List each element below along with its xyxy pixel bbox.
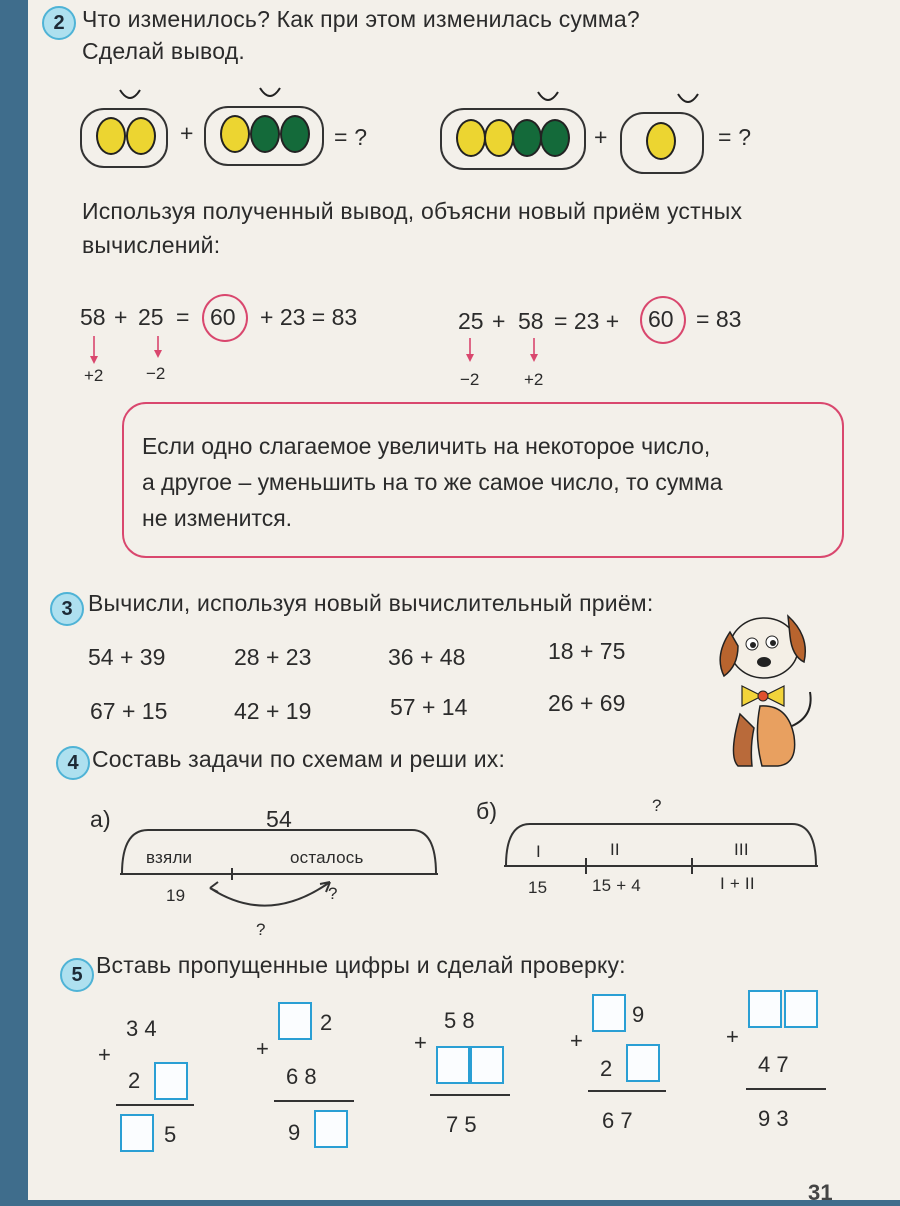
ex2-arrows	[464, 336, 554, 370]
task2-explain-line1: Используя полученный вывод, объясни новый приём устных	[82, 198, 743, 224]
task-number-2: 2	[42, 6, 76, 40]
task5-title: Вставь пропущенные цифры и сделай проверку:	[96, 952, 626, 978]
task3-expr: 67 + 15	[90, 698, 168, 724]
ex2-mark-b: +2	[524, 370, 544, 389]
scheme-b-total: ?	[652, 796, 662, 815]
sum-number: 5	[164, 1122, 177, 1147]
ex1-mark-a: +2	[84, 366, 104, 385]
scheme-a-label: а)	[90, 806, 111, 832]
scheme-b-value-3: I + II	[720, 874, 755, 893]
sum-number: 9 3	[758, 1106, 789, 1131]
missing-digit-box[interactable]	[436, 1046, 470, 1084]
missing-digit-box[interactable]	[278, 1002, 312, 1040]
green-counter	[540, 119, 570, 157]
sum-number: 9	[288, 1120, 301, 1145]
green-counter	[250, 115, 280, 153]
task2-explain-line2: вычислений:	[82, 232, 221, 258]
green-counter	[512, 119, 542, 157]
ex2-middle-value: 60	[648, 306, 674, 332]
scheme-a-right-value: ?	[328, 884, 338, 903]
sum-number: 6 7	[602, 1108, 633, 1133]
scheme-a-question: ?	[256, 920, 266, 939]
ex1-arrows	[86, 334, 176, 368]
rule-line-3: не изменится.	[142, 505, 293, 531]
plus-sign: +	[256, 1036, 269, 1061]
second-number: 2	[600, 1056, 613, 1081]
task3-expr: 57 + 14	[390, 694, 468, 720]
yellow-counter	[484, 119, 514, 157]
missing-digit-box[interactable]	[784, 990, 818, 1028]
task3-expr: 42 + 19	[234, 698, 312, 724]
scheme-a-left-label: взяли	[146, 848, 193, 867]
textbook-page	[28, 0, 900, 1205]
task4-title: Составь задачи по схемам и реши их:	[92, 746, 506, 772]
second-number: 2	[128, 1068, 141, 1093]
missing-digit-box[interactable]	[748, 990, 782, 1028]
green-counter	[280, 115, 310, 153]
plus-sign: +	[98, 1042, 111, 1067]
ex2-addend-a: 25	[458, 308, 484, 334]
task3-title: Вычисли, используя новый вычислительный приём:	[88, 590, 654, 616]
ex2-plus: +	[492, 308, 506, 334]
ex2-addend-b: 58	[518, 308, 544, 334]
missing-digit-box[interactable]	[314, 1110, 348, 1148]
top-number: 9	[632, 1002, 645, 1027]
scheme-a-right-label: осталось	[290, 848, 364, 867]
sum-line	[430, 1094, 510, 1096]
task3-expr: 28 + 23	[234, 644, 312, 670]
task3-expr: 26 + 69	[548, 690, 626, 716]
equals-question: = ?	[718, 124, 752, 150]
scheme-a-total: 54	[266, 806, 292, 832]
scheme-b-value-2: 15 + 4	[592, 876, 641, 895]
plus-sign: +	[594, 124, 608, 150]
top-number: 3 4	[126, 1016, 157, 1041]
task2-question-line1: Что изменилось? Как при этом изменилась сумма?	[82, 6, 640, 32]
page-number: 31	[808, 1180, 833, 1205]
plus-sign: +	[726, 1024, 739, 1049]
ex1-mark-b: −2	[146, 364, 166, 383]
scheme-b-diagram	[502, 820, 822, 880]
missing-digit-box[interactable]	[592, 994, 626, 1032]
yellow-counter	[126, 117, 156, 155]
scheme-b-part-1: I	[536, 842, 541, 861]
rule-line-2: а другое – уменьшить на то же самое число, то сумма	[142, 469, 723, 495]
scheme-b-label: б)	[476, 798, 498, 824]
ex1-equals: =	[176, 304, 190, 330]
missing-digit-box[interactable]	[626, 1044, 660, 1082]
task-number-4: 4	[56, 746, 90, 780]
missing-digit-box[interactable]	[470, 1046, 504, 1084]
yellow-counter	[456, 119, 486, 157]
yellow-counter	[220, 115, 250, 153]
scheme-b-part-3: III	[734, 840, 749, 859]
plus-sign: +	[570, 1028, 583, 1053]
ex2-mark-a: −2	[460, 370, 480, 389]
ex2-rest: = 83	[696, 306, 742, 332]
sum-line	[588, 1090, 666, 1092]
sum-line	[746, 1088, 826, 1090]
plus-sign: +	[180, 120, 194, 146]
missing-digit-box[interactable]	[154, 1062, 188, 1100]
rule-line-1: Если одно слагаемое увеличить на некоторое число,	[142, 433, 711, 459]
scheme-b-value-1: 15	[528, 878, 548, 897]
equals-question: = ?	[334, 124, 368, 150]
ex1-addend-a: 58	[80, 304, 106, 330]
sum-line	[116, 1104, 194, 1106]
plus-sign: +	[414, 1030, 427, 1055]
dog-illustration	[708, 596, 818, 772]
sum-number: 7 5	[446, 1112, 477, 1137]
task-number-3: 3	[50, 592, 84, 626]
task3-expr: 36 + 48	[388, 644, 466, 670]
yellow-counter	[96, 117, 126, 155]
task3-expr: 54 + 39	[88, 644, 166, 670]
task2-question-line2: Сделай вывод.	[82, 38, 245, 64]
top-number: 5 8	[444, 1008, 475, 1033]
sum-line	[274, 1100, 354, 1102]
scheme-a-diagram	[118, 826, 448, 936]
second-number: 6 8	[286, 1064, 317, 1089]
top-number: 2	[320, 1010, 333, 1035]
task-number-5: 5	[60, 958, 94, 992]
missing-digit-box[interactable]	[120, 1114, 154, 1152]
ex1-middle-value: 60	[210, 304, 236, 330]
ex1-addend-b: 25	[138, 304, 164, 330]
rule-text	[142, 428, 832, 536]
ex1-plus: +	[114, 304, 128, 330]
scheme-b-part-2: II	[610, 840, 620, 859]
yellow-counter	[646, 122, 676, 160]
scheme-a-left-value: 19	[166, 886, 186, 905]
second-number: 4 7	[758, 1052, 789, 1077]
ex2-prefix: = 23 +	[554, 308, 620, 334]
task3-expr: 18 + 75	[548, 638, 626, 664]
ex1-rest: + 23 = 83	[260, 304, 358, 330]
